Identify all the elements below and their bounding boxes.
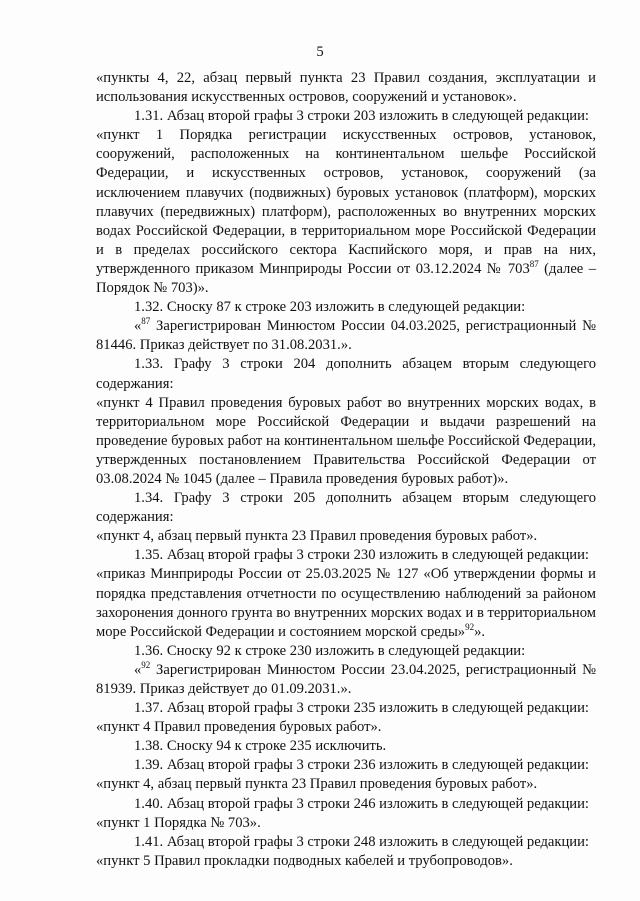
paragraph xyxy=(96,814,596,833)
paragraph xyxy=(96,795,596,814)
paragraph-text: « xyxy=(134,661,142,678)
paragraph-text: 1.36. Сноску 92 к строке 230 изложить в следующей редакции: xyxy=(134,642,526,659)
paragraph xyxy=(96,298,596,317)
paragraph xyxy=(96,718,596,737)
paragraph-text: 1.37. Абзац второй графы 3 строки 235 изложить в следующей редакции: xyxy=(134,700,589,717)
paragraph-text: 1.39. Абзац второй графы 3 строки 236 изложить в следующей редакции: xyxy=(134,757,589,774)
paragraph xyxy=(96,642,596,661)
footnote-marker: 92 xyxy=(141,659,151,670)
paragraph-text-tail: Зарегистрирован Минюстом России 23.04.2025, регистрационный № 81939. Приказ действует до 01.09.2031.». xyxy=(96,661,596,697)
paragraph xyxy=(96,394,596,489)
paragraph-text: « xyxy=(134,318,142,335)
footnote-marker: 87 xyxy=(141,316,151,327)
paragraph-text: 1.35. Абзац второй графы 3 строки 230 изложить в следующей редакции: xyxy=(134,547,589,564)
paragraph xyxy=(96,355,596,393)
paragraph-text: «пункт 4, абзац первый пункта 23 Правил проведения буровых работ». xyxy=(96,528,538,545)
paragraph xyxy=(96,107,596,126)
paragraph xyxy=(96,852,596,871)
footnote-marker: 92 xyxy=(465,621,475,632)
paragraph-text: «приказ Минприроды России от 25.03.2025 № 127 «Об утверждении формы и порядка представления отчетности по осуществлению наблюдений за районом захоронения донного грунта во внутренних морских водах и в территориальном море Российской Федерации и состоянием морской среды» xyxy=(96,566,596,640)
paragraph-text: «пункт 4 Правил проведения буровых работ». xyxy=(96,719,382,736)
paragraph xyxy=(96,69,596,107)
paragraph xyxy=(96,737,596,756)
paragraph-text: «пункты 4, 22, абзац первый пункта 23 Правил создания, эксплуатации и использования искусственных островов, сооружений и установок». xyxy=(96,70,596,106)
paragraph-text: «пункт 1 Порядка регистрации искусственных островов, установок, сооружений, расположенных на континентальном шельфе Российской Федерации, и искусственных островов, установок, сооружений (за исключением плавучих (подвижных) буровых установок (платформ), морских плавучих (передвижных) платформ), расположенных во внутренних морских водах Российской Федерации, в территориальном море Российской Федерации и в пределах российского сектора Каспийского моря, и прав на них, утвержденного приказом Минприроды России от 03.12.2024 № 703 xyxy=(96,127,596,277)
paragraph xyxy=(96,833,596,852)
paragraph xyxy=(96,565,596,641)
paragraph-text: «пункт 5 Правил прокладки подводных кабелей и трубопроводов». xyxy=(96,852,513,869)
paragraph xyxy=(96,126,596,298)
paragraph-text-tail: (далее – Порядок № 703)». xyxy=(96,260,596,297)
paragraph-text: 1.34. Графу 3 строки 205 дополнить абзацем вторым следующего содержания: xyxy=(96,490,596,526)
paragraph-text-tail: Зарегистрирован Минюстом России 04.03.2025, регистрационный № 81446. Приказ действует по 31.08.2031.». xyxy=(96,318,596,354)
paragraph xyxy=(96,699,596,718)
paragraph-text-tail: ». xyxy=(474,623,486,640)
paragraph-text: 1.32. Сноску 87 к строке 203 изложить в следующей редакции: xyxy=(134,299,526,316)
paragraph-text: 1.40. Абзац второй графы 3 строки 246 изложить в следующей редакции: xyxy=(134,795,589,812)
paragraph xyxy=(96,546,596,565)
paragraph xyxy=(96,527,596,546)
paragraph-text: «пункт 4 Правил проведения буровых работ во внутренних морских водах, в территориальном море Российской Федерации и выдачи разрешений на проведение буровых работ на континентальном шельфе Российской Федерации, утвержденных постановлением Правительства Российской Федерации от 03.08.2024 № 1045 (далее – Правила проведения буровых работ)». xyxy=(96,394,596,487)
footnote-marker: 87 xyxy=(529,258,539,269)
document-body xyxy=(96,69,596,871)
paragraph xyxy=(96,489,596,527)
paragraph-text: «пункт 1 Порядка № 703». xyxy=(96,814,261,831)
paragraph-text: 1.38. Сноску 94 к строке 235 исключить. xyxy=(134,738,387,755)
paragraph-text: 1.31. Абзац второй графы 3 строки 203 изложить в следующей редакции: xyxy=(134,108,589,125)
paragraph xyxy=(96,775,596,794)
page-number: 5 xyxy=(316,44,324,60)
paragraph xyxy=(96,661,596,699)
paragraph-text: 1.33. Графу 3 строки 204 дополнить абзацем вторым следующего содержания: xyxy=(96,356,596,392)
paragraph xyxy=(96,756,596,775)
paragraph-text: «пункт 4, абзац первый пункта 23 Правил проведения буровых работ». xyxy=(96,776,538,793)
paragraph xyxy=(96,317,596,355)
paragraph-text: 1.41. Абзац второй графы 3 строки 248 изложить в следующей редакции: xyxy=(134,833,589,850)
